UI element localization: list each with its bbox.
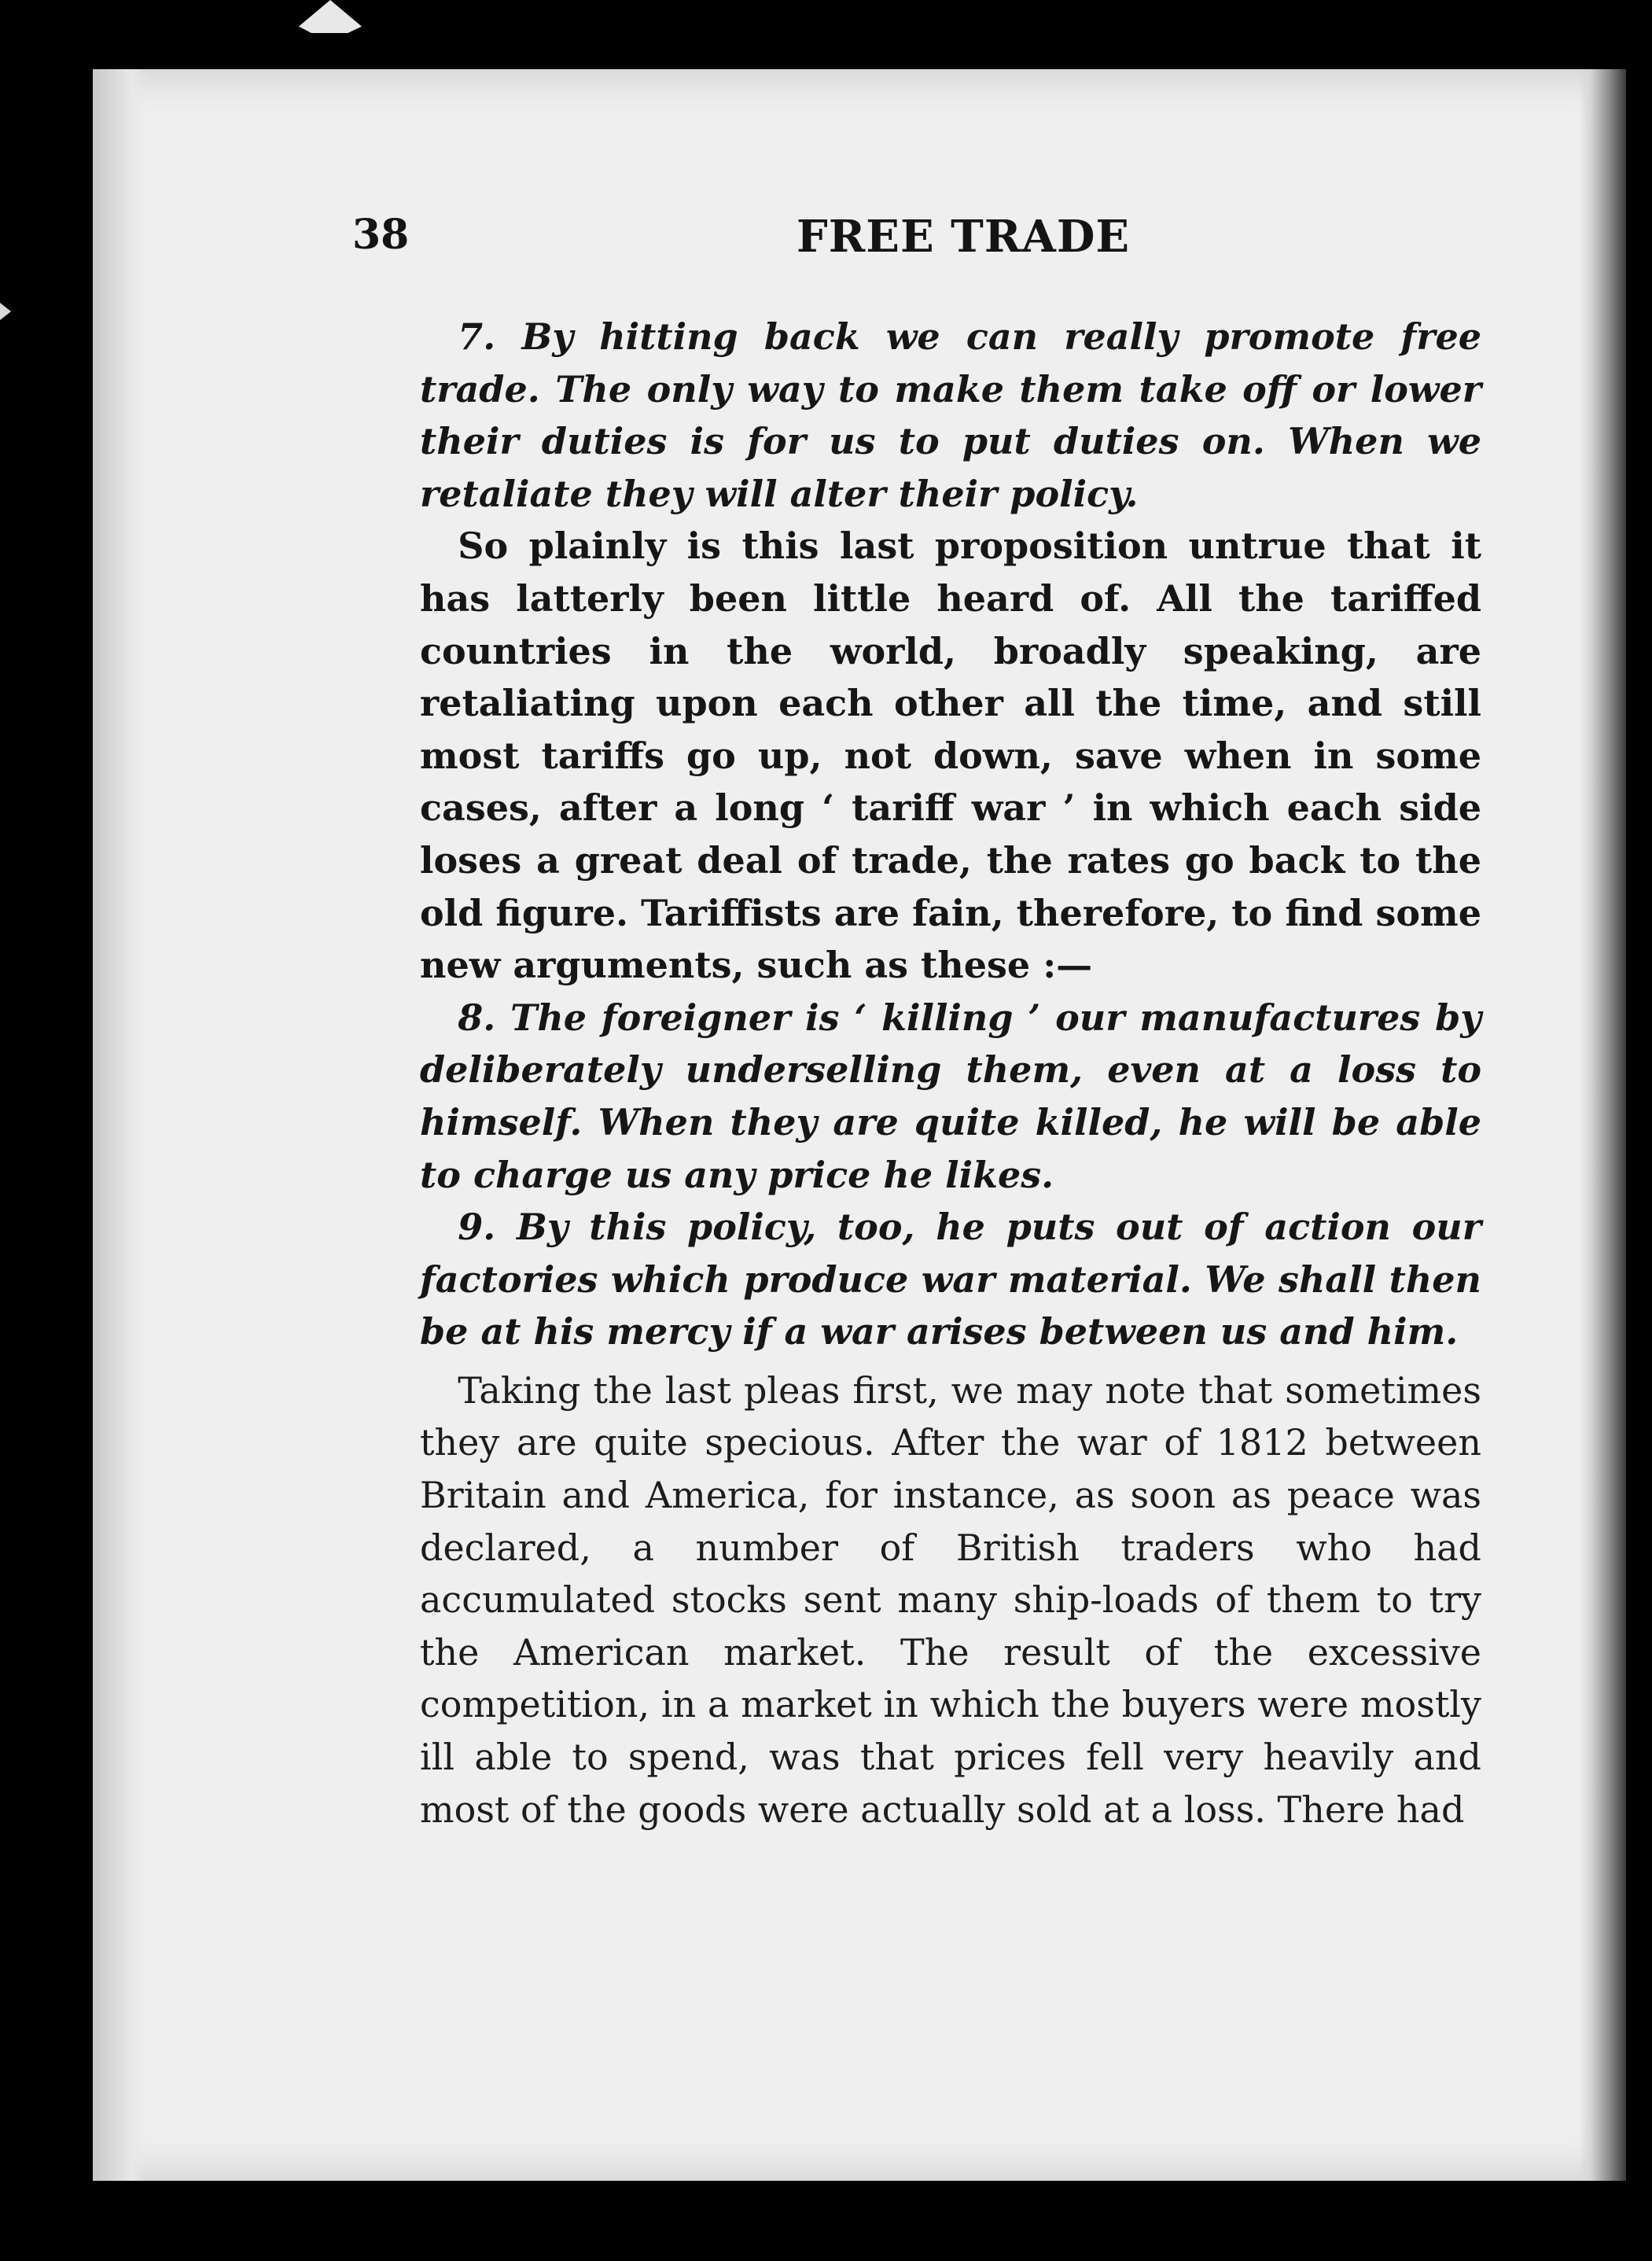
- paragraph-argument-7: 7. By hitting back we can really promote free trade. The only way to make them take off or lower their duties is for us to put duties on. When we retaliate they will alter their policy.: [420, 315, 1481, 515]
- running-title: FREE TRADE: [797, 211, 1131, 263]
- body-text: [420, 311, 1481, 1836]
- paragraph-argument-8: 8. The foreigner is ‘ killing ’ our manufactures by deliberately underselling them, even at a loss to himself. When they are quite killed, he will be able to charge us any price he likes.: [420, 996, 1481, 1196]
- paragraph-argument-9: 9. By this policy, too, he puts out of action our factories which produce war material. We shall then be at his mercy if a war arises between us and him.: [420, 1206, 1481, 1353]
- page-number: 38: [352, 211, 410, 259]
- paragraph-gap: [420, 1358, 1481, 1364]
- scan-artifact-left: [0, 303, 11, 320]
- page-header: [352, 211, 1374, 274]
- scan-artifact-top: [299, 0, 362, 33]
- page-right-binding-shadow: [1579, 69, 1626, 2181]
- paragraph-discussion: Taking the last pleas first, we may note that sometimes they are quite specious. After the war of 1812 between Britain and America, for instance, as soon as peace was declared, a number of British traders who had accumulated stocks sent many ship-loads of them to try the American market. The result of the excessive competition, in a market in which the buyers were mostly ill able to spend, was that prices fell very heavily and most of the goods were actually sold at a loss. There had: [420, 1368, 1481, 1831]
- page-left-shadow: [93, 69, 148, 2181]
- paragraph-rebuttal-7: So plainly is this last proposition untrue that it has latterly been little heard of. All the tariffed countries in the world, broadly speaking, are retaliating upon each other all the time, and still most tariffs go up, not down, save when in some cases, after a long ‘ tariff war ’ in which each side loses a great deal of trade, the rates go back to the old figure. Tariffists are fain, therefore, to find some new arguments, such as these :—: [420, 525, 1481, 987]
